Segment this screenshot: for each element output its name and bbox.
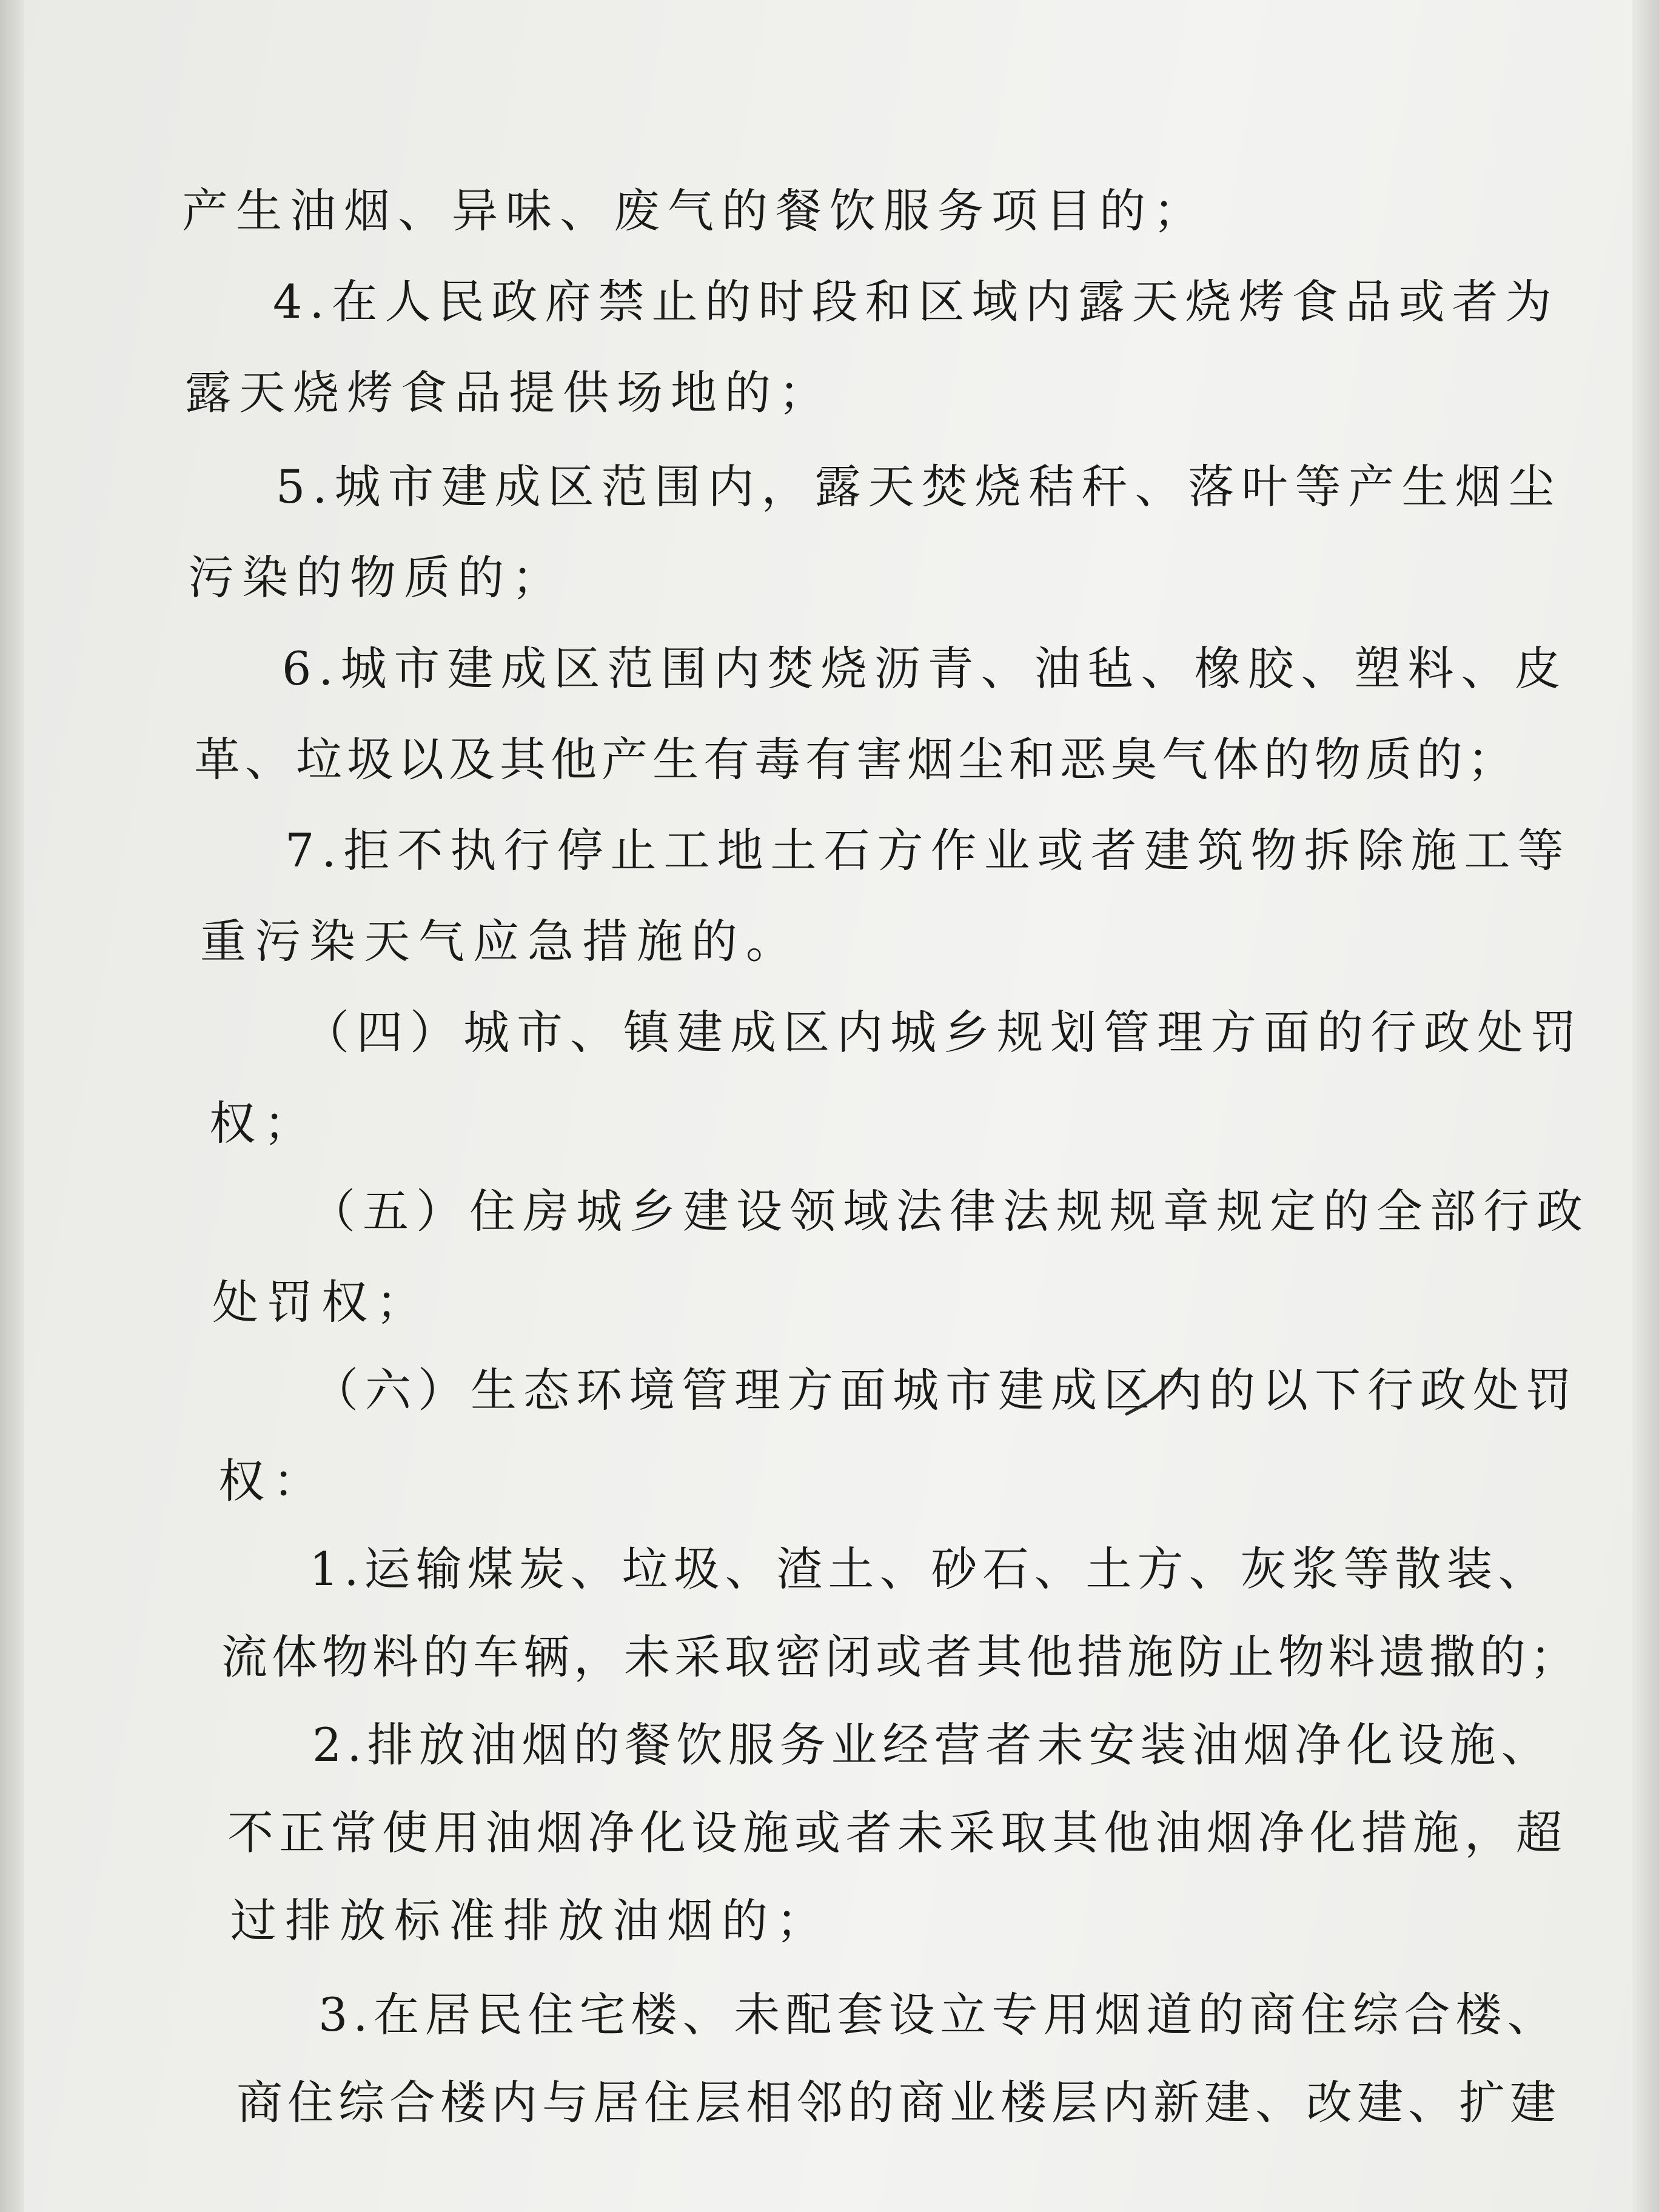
text-line: （六）生态环境管理方面城市建成区内的以下行政处罚: [312, 1363, 1578, 1417]
text-line: 重污染天气应急措施的。: [200, 914, 800, 968]
page-left-shadow: [0, 0, 24, 2212]
text-line: 7.拒不执行停止工地土石方作业或者建筑物拆除施工等: [285, 823, 1571, 877]
text-line: 产生油烟、异味、废气的餐饮服务项目的；: [182, 184, 1207, 238]
text-line: 不正常使用油烟净化设施或者未采取其他油烟净化措施，超: [227, 1806, 1567, 1860]
text-line: 处罚权；: [212, 1275, 431, 1329]
text-line: 流体物料的车辆，未采取密闭或者其他措施防止物料遗撒的；: [221, 1630, 1580, 1684]
text-line: 3.在居民住宅楼、未配套设立专用烟道的商住综合楼、: [318, 1988, 1559, 2042]
page-right-shadow: [1632, 0, 1659, 2212]
text-line: 2.排放油烟的餐饮服务业经营者未安装油烟净化设施、: [312, 1718, 1553, 1772]
text-line: 过排放标准排放油烟的；: [230, 1894, 831, 1948]
text-line: 6.城市建成区范围内焚烧沥青、油毡、橡胶、塑料、皮: [282, 642, 1568, 695]
text-line: 权：: [218, 1454, 327, 1508]
pen-checkmark: [1122, 1364, 1195, 1431]
text-line: 4.在人民政府禁止的时段和区域内露天烧烤食品或者为: [273, 275, 1559, 329]
text-line: （四）城市、镇建成区内城乡规划管理方面的行政处罚: [303, 1005, 1584, 1059]
text-line: 5.城市建成区范围内，露天焚烧秸秆、落叶等产生烟尘: [276, 460, 1562, 514]
text-line: （五）住房城乡建设领域法律法规规章规定的全部行政: [309, 1184, 1590, 1238]
text-line: 污染的物质的；: [188, 551, 566, 605]
text-line: 1.运输煤炭、垃圾、渣土、砂石、土方、灰浆等散装、: [309, 1542, 1550, 1596]
text-line: 革、垃圾以及其他产生有毒有害烟尘和恶臭气体的物质的；: [194, 732, 1518, 786]
text-line: 商住综合楼内与居住层相邻的商业楼层内新建、改建、扩建: [236, 2076, 1561, 2130]
text-line: 露天烧烤食品提供场地的；: [185, 366, 833, 420]
text-line: 权；: [209, 1096, 318, 1150]
